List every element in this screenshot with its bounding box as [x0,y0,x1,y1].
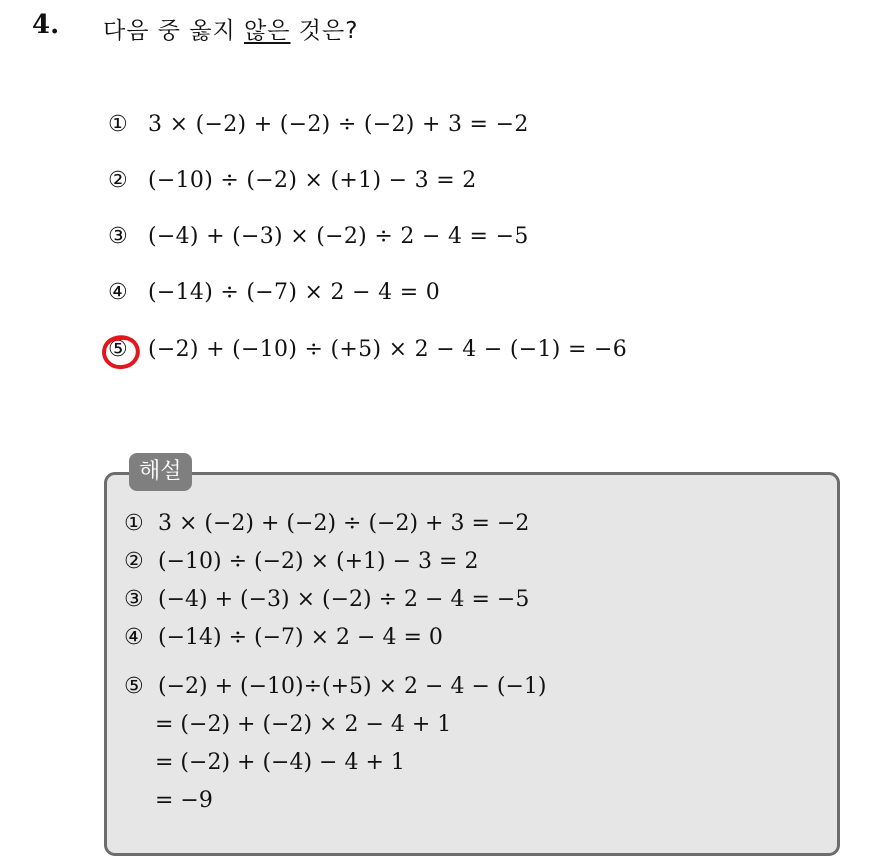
stem-text-after: 것은? [290,18,359,44]
solution-number: ③ [124,587,144,612]
solution-number: ② [124,549,144,574]
choice-2[interactable] [108,168,477,193]
choice-4[interactable] [108,280,440,305]
choice-3[interactable] [108,224,529,249]
choice-expression: (−14) ÷ (−7) × 2 − 4 = 0 [148,280,441,305]
solution-line-4 [124,625,443,650]
solution-step-2: = (−2) + (−4) − 4 + 1 [155,750,405,775]
choice-number: ③ [108,224,128,249]
solution-step-3: = −9 [155,788,213,813]
solution-expression: 3 × (−2) + (−2) ÷ (−2) + 3 = −2 [158,511,530,536]
stem-text-before: 다음 중 옳지 [103,18,245,44]
solution-number: ① [124,511,144,536]
choice-expression: (−10) ÷ (−2) × (+1) − 3 = 2 [148,168,477,193]
solution-step-1: = (−2) + (−2) × 2 − 4 + 1 [155,712,452,737]
question-number: 4. [32,10,60,40]
solution-expression: (−2) + (−10)÷(+5) × 2 − 4 − (−1) [158,674,547,699]
solution-line-5 [124,674,547,699]
solution-line-2 [124,549,478,574]
solution-expression: (−4) + (−3) × (−2) ÷ 2 − 4 = −5 [158,587,530,612]
solution-line-1 [124,511,529,536]
solution-expression: (−10) ÷ (−2) × (+1) − 3 = 2 [158,549,479,574]
choice-number: ① [108,112,128,137]
choice-number: ② [108,168,128,193]
solution-line-3 [124,587,529,612]
choice-1[interactable] [108,112,529,137]
choice-number: ⑤ [108,337,128,362]
solution-expression: (−14) ÷ (−7) × 2 − 4 = 0 [158,625,443,650]
answer-circle-mark [101,334,143,372]
question-stem [103,12,358,45]
solution-tag: 해설 [129,453,192,491]
choice-expression: 3 × (−2) + (−2) ÷ (−2) + 3 = −2 [148,112,529,137]
solution-number: ④ [124,625,144,650]
choice-expression: (−2) + (−10) ÷ (+5) × 2 − 4 − (−1) = −6 [148,337,628,362]
choice-expression: (−4) + (−3) × (−2) ÷ 2 − 4 = −5 [148,224,529,249]
choice-number: ④ [108,280,128,305]
choice-5[interactable] [108,337,627,362]
solution-number: ⑤ [124,674,144,699]
stem-underlined-word: 않은 [244,18,291,44]
